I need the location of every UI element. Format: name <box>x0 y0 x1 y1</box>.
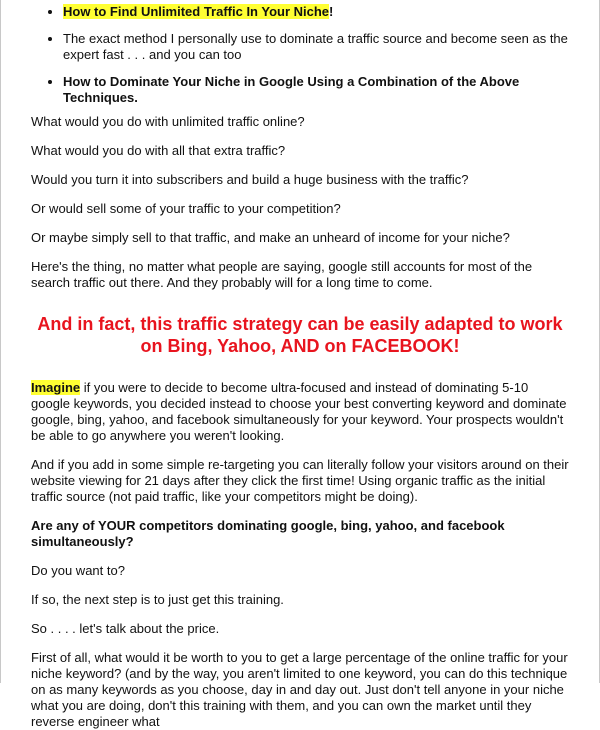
paragraph: Would you turn it into subscribers and build a huge business with the traffic? <box>31 172 469 187</box>
paragraph: First of all, what would it be worth to you to get a large percentage of the online traffic for your niche keyword? (and by the way, you aren't limited to one keyword, you can do this technique on as many keywords as you choose, day in and day out. Just don't tell anyone in your niche what you are doing, don't this training with them, and you can own the market until they reverse engineer what <box>31 650 568 729</box>
imagine-highlight: Imagine <box>31 380 81 395</box>
imagine-paragraph: Imagine if you were to decide to become ultra-focused and instead of dominating 5-10 google keywords, you decided instead to choose your best converting keyword and dominate google, bing, yahoo, and facebook simultaneously for your keyword. Your prospects wouldn't be able to go anywhere you weren't looking. <box>31 380 567 443</box>
paragraph: So . . . . let's talk about the price. <box>31 621 220 636</box>
paragraph: And if you add in some simple re-targeting you can literally follow your visitors around on their website viewing for 21 days after they click the first time! Using organic traffic as the initial traffic source (not paid traffic, like your competitors might be doing). <box>31 457 569 504</box>
paragraph: Or maybe simply sell to that traffic, and make an unheard of income for your niche? <box>31 230 510 245</box>
paragraph: Do you want to? <box>31 563 125 578</box>
paragraph: What would you do with all that extra traffic? <box>31 143 286 158</box>
bullet-item: • How to Find Unlimited Traffic In Your Niche! <box>63 4 569 20</box>
paragraph: Here's the thing, no matter what people are saying, google still accounts for most of the search traffic out there. And they probably will for a long time to come. <box>31 259 533 290</box>
bullet-item: • The exact method I personally use to dominate a traffic source and become seen as the expert fast . . . and you can too <box>63 31 569 63</box>
paragraph: What would you do with unlimited traffic online? <box>31 114 305 129</box>
competitors-question: Are any of YOUR competitors dominating google, bing, yahoo, and facebook simultaneously? <box>31 518 505 549</box>
benefit-bullet-list <box>31 4 569 106</box>
red-headline: And in fact, this traffic strategy can be easily adapted to work on Bing, Yahoo, AND on FACEBOOK! <box>37 314 563 356</box>
paragraph: Or would sell some of your traffic to your competition? <box>31 201 341 216</box>
bullet-item: • How to Dominate Your Niche in Google Using a Combination of the Above Techniques. <box>63 74 569 106</box>
highlighted-text: How to Find Unlimited Traffic In Your Niche <box>63 4 330 19</box>
paragraph: If so, the next step is to just get this training. <box>31 592 284 607</box>
